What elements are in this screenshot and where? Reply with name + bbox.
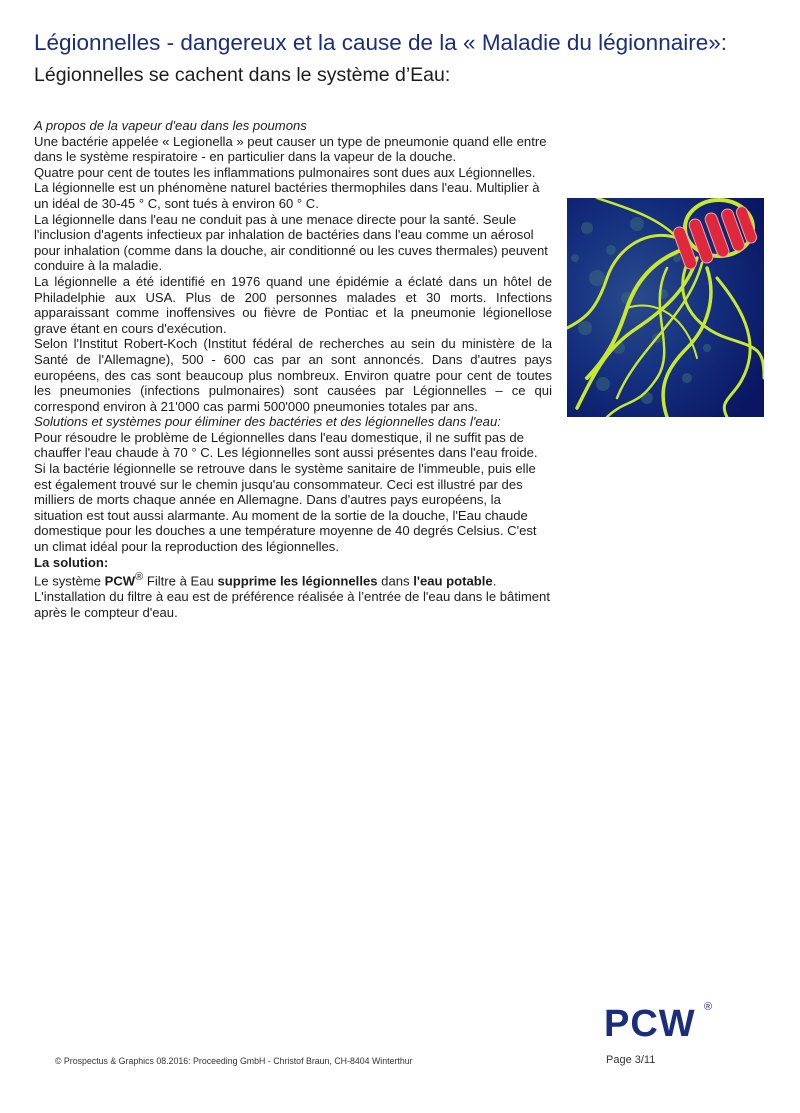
legionella-micrograph-image bbox=[567, 198, 764, 417]
pcw-logo: PCW bbox=[604, 1003, 696, 1045]
page-title: Légionnelles - dangereux et la cause de la « Maladie du légionnaire»: bbox=[34, 30, 727, 55]
paragraph-installation: L'installation du filtre à eau est de préférence réalisée à l’entrée de l'eau dans le bâtiment après le compteur d'eau. bbox=[34, 589, 550, 620]
paragraph-health-threat: La légionnelle dans l'eau ne conduit pas à une menace directe pour la santé. Seule l'inclusion d'agents infectieux par inhalation de bactéries dans l'eau comme un aérosol pour inhalation (comme dans la douche, air conditionné ou les cuves thermales) peuvent conduire à la maladie. bbox=[34, 211, 548, 274]
solution-heading: La solution: bbox=[34, 554, 109, 570]
article-body bbox=[34, 118, 552, 620]
solution-water-type: l'eau potable bbox=[413, 573, 493, 589]
solution-reg-mark: ® bbox=[135, 571, 144, 584]
paragraph-history: La légionnelle a été identifié en 1976 quand une épidémie a éclaté dans un hôtel de Philadelphie aux USA. Plus de 200 personnes malades et 30 morts. Infections apparaissant comme inoffensives ou fièvre de Pontiac et la pneumonie légionellose grave étant en cours d'exécution. bbox=[34, 273, 552, 336]
pcw-logo-registered-mark: ® bbox=[704, 1001, 713, 1013]
section-heading-vapeur: A propos de la vapeur d'eau dans les poumons bbox=[34, 118, 307, 133]
footer-credit: © Prospectus & Graphics 08.2016: Proceeding GmbH - Christof Braun, CH-8404 Winterthur bbox=[55, 1056, 413, 1066]
solution-period: . bbox=[492, 573, 497, 589]
footer-page-number: Page 3/11 bbox=[606, 1054, 656, 1066]
solution-emphasis: supprime les légionnelles bbox=[217, 573, 378, 589]
paragraph-rki-statistics: Selon l'Institut Robert-Koch (Institut fédéral de recherches au sein du ministère de la Santé de l'Allemagne), 500 - 600 cas par an sont annoncés. Dans d'autres pays européens, des cas sont beaucoup plus nombreux. Environ quatre pour cent de toutes les pneumonies (infections pulmonaires) sont causées par Légionnelles – ce qui correspond environ à 21'000 cas parmi 500'000 pneumonies totales par ans. bbox=[34, 336, 552, 414]
solution-product: Filtre à Eau bbox=[143, 573, 218, 589]
solution-statement bbox=[34, 570, 552, 589]
page-subtitle: Légionnelles se cachent dans le système d’Eau: bbox=[34, 64, 451, 86]
paragraph-statistics: Quatre pour cent de toutes les inflammations pulmonaires sont dues aux Légionnelles. La légionnelle est un phénomène naturel bactéries thermophiles dans l'eau. Multiplier à un idéal de 30-45 ° C, sont tués à environ 60 ° C. bbox=[34, 164, 540, 211]
solution-text-mid: dans bbox=[377, 573, 414, 589]
solution-text-start: Le système bbox=[34, 573, 105, 589]
legionella-micrograph-svg bbox=[567, 198, 764, 417]
section-heading-solutions: Solutions et systèmes pour éliminer des bactéries et des légionnelles dans l'eau: bbox=[34, 414, 501, 430]
solution-brand: PCW bbox=[104, 573, 136, 589]
paragraph-intro: Une bactérie appelée « Legionella » peut causer un type de pneumonie quand elle entre dans le système respiratoire - en particulier dans la vapeur de la douche. bbox=[34, 133, 547, 165]
paragraph-solutions: Pour résoudre le problème de Légionnelles dans l'eau domestique, il ne suffit pas de chauffer l'eau chaude à 70 ° C. Les légionnelles sont aussi présentes dans l'eau froide. Si la bactérie légionnelle se retrouve dans le système sanitaire de l'immeuble, puis elle est également trouvé sur le chemin jusqu'au consommateur. Ceci est illustré par des milliers de morts chaque année en Allemagne. Dans d'autres pays européens, la situation est tout aussi alarmante. Au moment de la sortie de la douche, l'Eau chaude domestique pour les douches a une température moyenne de 40 degrés Celsius. C'est un climat idéal pour la reproduction des légionnelles. bbox=[34, 429, 538, 555]
